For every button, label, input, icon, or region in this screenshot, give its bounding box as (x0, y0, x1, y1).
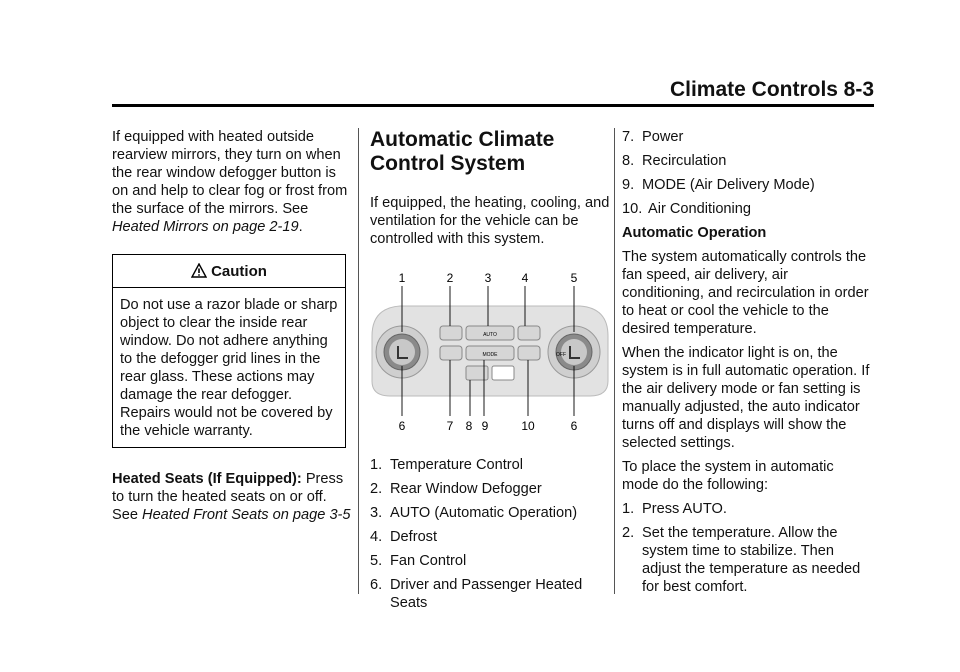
caution-header (113, 255, 345, 288)
list-item (622, 128, 874, 146)
mode-label: MODE (482, 352, 498, 358)
automatic-operation-heading: Automatic Operation (622, 225, 767, 241)
list-number: 2. (622, 525, 635, 541)
list-item (370, 552, 610, 570)
callout-2: 2 (446, 271, 454, 285)
list-number: 10. (622, 201, 643, 217)
page-number: 8-3 (843, 78, 874, 101)
caution-box (112, 254, 346, 448)
list-text: Press AUTO. (642, 501, 727, 517)
mirrors-text: If equipped with heated outside rearview mirrors, they turn on when the rear window defogger button is on and help to clear fog or frost from the surface of the mirrors. See (112, 129, 348, 217)
list-text: Fan Control (390, 553, 467, 569)
list-item (370, 456, 610, 474)
list-item (622, 524, 874, 596)
callout-6-left: 6 (398, 419, 406, 433)
column-divider-left (358, 128, 359, 594)
section-heading: Automatic Climate Control System (370, 128, 555, 175)
list-text: Defrost (390, 529, 438, 545)
list-number: 7. (622, 129, 635, 145)
ac-button (518, 346, 540, 360)
mirrors-text-end: . (298, 219, 303, 235)
callout-6-right: 6 (570, 419, 578, 433)
callout-3: 3 (484, 271, 492, 285)
warning-icon (191, 263, 207, 279)
column-3 (622, 128, 874, 602)
list-text: AUTO (Automatic Operation) (390, 505, 578, 521)
list-text: Power (642, 129, 684, 145)
list-text: MODE (Air Delivery Mode) (642, 177, 815, 193)
callout-1: 1 (398, 271, 406, 285)
list-number: 6. (370, 577, 383, 593)
list-item (370, 504, 610, 522)
off-label: OFF (556, 352, 566, 358)
list-item (370, 480, 610, 498)
list-item (370, 576, 610, 612)
list-text: Temperature Control (390, 457, 524, 473)
mirrors-paragraph (112, 128, 352, 236)
heated-mirrors-link[interactable]: Heated Mirrors on page 2-19 (112, 219, 299, 235)
list-number: 4. (370, 529, 383, 545)
defogger-button (440, 326, 462, 340)
callout-5: 5 (570, 271, 578, 285)
caution-title: Caution (211, 263, 267, 280)
list-item (622, 152, 874, 170)
display-window (492, 366, 514, 380)
legend-list-1 (370, 456, 610, 612)
list-number: 8. (622, 153, 635, 169)
heated-seats-paragraph (112, 470, 352, 524)
caution-text: Do not use a razor blade or sharp object to clear the inside rear window. Do not adhere anything to the defogger grid lines in the rear glass. These actions may damage the rear defogger. Repairs would not be covered by the vehicle warranty. (120, 297, 338, 439)
list-text: Air Conditioning (648, 201, 752, 217)
automatic-operation-paragraph-1: The system automatically controls the fan speed, air delivery, air conditioning, and recirculation in order to heat or cool the vehicle to the desired temperature. (622, 249, 869, 337)
list-number: 2. (370, 481, 383, 497)
list-number: 1. (370, 457, 383, 473)
climate-control-panel-diagram (370, 266, 610, 436)
heated-seats-text: Press to turn the heated seats on or off. See (112, 471, 344, 523)
list-item (370, 528, 610, 546)
callout-10: 10 (521, 419, 535, 433)
list-number: 9. (622, 177, 635, 193)
column-2 (370, 128, 610, 618)
callout-7: 7 (446, 419, 454, 433)
callout-9: 9 (481, 419, 489, 433)
automatic-operation-paragraph-2: When the indicator light is on, the system is in full automatic operation. If the air delivery mode or fan setting is manually adjusted, the auto indicator turns off and displays will show the selected settings. (622, 345, 870, 451)
auto-label: AUTO (483, 332, 497, 338)
list-item (622, 500, 874, 518)
column-1 (112, 128, 352, 524)
header-rule (112, 104, 874, 107)
page-header-title: Climate Controls (669, 78, 838, 101)
defrost-button (518, 326, 540, 340)
list-text: Set the temperature. Allow the system time to stabilize. Then adjust the temperature as needed for best comfort. (642, 525, 861, 595)
recirculation-button (466, 366, 488, 380)
column-divider-right (614, 128, 615, 594)
callout-8: 8 (465, 419, 473, 433)
list-text: Rear Window Defogger (390, 481, 542, 497)
list-item (622, 200, 874, 218)
automatic-operation-paragraph-3: To place the system in automatic mode do the following: (622, 459, 834, 493)
heated-seats-label: Heated Seats (If Equipped): (112, 471, 302, 487)
callout-4: 4 (521, 271, 529, 285)
legend-list-2 (622, 128, 874, 218)
steps-list (622, 500, 874, 596)
list-item (622, 176, 874, 194)
list-text: Recirculation (642, 153, 727, 169)
list-number: 5. (370, 553, 383, 569)
power-button (440, 346, 462, 360)
list-number: 3. (370, 505, 383, 521)
heated-seats-link[interactable]: Heated Front Seats on page 3-5 (142, 507, 351, 523)
list-text: Driver and Passenger Heated Seats (390, 577, 583, 611)
list-number: 1. (622, 501, 635, 517)
system-intro: If equipped, the heating, cooling, and ventilation for the vehicle can be controlled with this system. (370, 195, 610, 247)
